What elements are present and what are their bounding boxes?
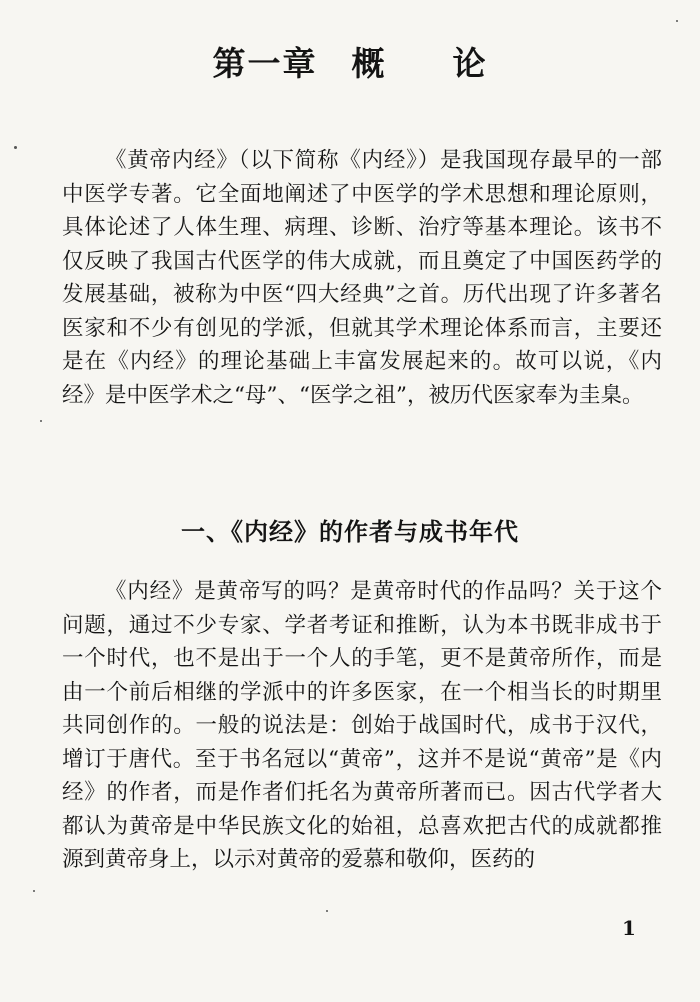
page-number: 1: [622, 916, 636, 940]
chapter-title-char-2: 论: [452, 44, 488, 83]
chapter-title-char-1: 概: [351, 44, 387, 83]
scan-speck: [676, 20, 678, 22]
chapter-prefix: 第一章: [212, 44, 318, 83]
scan-speck: [40, 420, 42, 422]
scan-speck: [326, 910, 328, 912]
section-paragraph: 《内经》是黄帝写的吗？是黄帝时代的作品吗？关于这个问题，通过不少专家、学者考证和推断，认为本书既非成书于一个时代，也不是出于一个人的手笔，更不是黄帝所作，而是由一个前后相继的学派中的许多医家，在一个相当长的时期里共同创作的。一般的说法是：创始于战国时代，成书于汉代，增订于唐代。至于书名冠以“黄帝”，这并不是说“黄帝”是《内经》的作者，而是作者们托名为黄帝所著而已。因古代学者大都认为黄帝是中华民族文化的始祖，总喜欢把古代的成就都推源到黄帝身上，以示对黄帝的爱慕和敬仰，医药的: [62, 579, 662, 872]
scan-speck: [14, 146, 17, 149]
section-heading: 一、《内经》的作者与成书年代: [181, 517, 519, 546]
intro-paragraph: 《黄帝内经》（以下简称《内经》）是我国现存最早的一部中医学专著。它全面地阐述了中医学的学术思想和理论原则，具体论述了人体生理、病理、诊断、治疗等基本理论。该书不仅反映了我国古代医学的伟大成就，而且奠定了中国医药学的发展基础，被称为中医“四大经典”之首。历代出现了许多著名医家和不少有创见的学派，但就其学术理论体系而言，主要还是在《内经》的理论基础上丰富发展起来的。故可以说，《内经》是中医学术之“母”、“医学之祖”，被历代医家奉为圭臬。: [62, 148, 662, 408]
chapter-title: [0, 38, 700, 85]
scan-speck: [33, 890, 35, 892]
